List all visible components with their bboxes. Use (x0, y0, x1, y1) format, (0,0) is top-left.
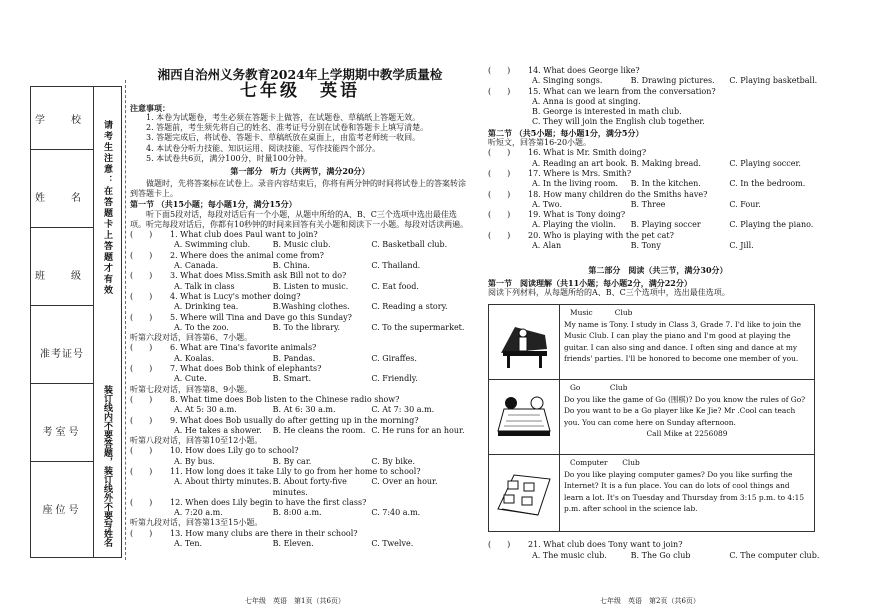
question-text: 21. What club does Tony want to join? (528, 540, 683, 550)
option-c: C. To the supermarket. (371, 322, 465, 332)
question (130, 364, 470, 374)
question-text: 12. When does Lily begin to have the first class? (170, 497, 367, 507)
question-text: 19. What is Tony doing? (528, 210, 626, 220)
question-text: 3. What does Miss.Smith ask Bill not to do? (170, 271, 347, 281)
option: C. They will join the English club together. (532, 117, 705, 127)
option-a: A. Reading an art book. (532, 158, 628, 168)
option-b: B. About forty-five minutes. (272, 477, 347, 497)
name-label: 姓 名 (31, 165, 93, 228)
question (130, 395, 470, 405)
question-text: 8. What time does Bob listen to the Chinese radio show? (170, 394, 400, 404)
answer-blank[interactable]: ( ) (130, 230, 153, 240)
question (488, 190, 828, 200)
option-b: B.Washing clothes. (272, 302, 350, 312)
part1-intro: 做题时，先将答案标在试卷上。录音内容结束后，你将有两分钟的时间将试卷上的答案转涂到答题卡上。 (130, 178, 466, 198)
option-c: C. Playing the piano. (729, 220, 814, 230)
passage-music (489, 305, 814, 380)
question-options (130, 539, 470, 549)
question-text: 14. What does George like? (528, 66, 640, 75)
passage-title: Go Club (570, 383, 628, 393)
option-a: A. Drinking tea. (174, 302, 239, 312)
notice-item: 2. 答题前，考生须先将自己的姓名、准考证号分别在试卷和答题卡上填写清楚。 (146, 123, 429, 133)
option-b: B. Making bread. (630, 158, 701, 168)
passage-body: Do you like the game of Go (围棋)? Do you know the rules of Go? Do you want to be a Go player like Ke Jie? Mr .Cool can teach you. You can come here on Sunday afternoon. (564, 394, 806, 427)
question (488, 148, 828, 158)
question (130, 271, 470, 281)
question (130, 467, 470, 477)
question-group-16-20 (488, 148, 828, 251)
answer-blank[interactable]: ( ) (488, 230, 511, 240)
option-c: C. Giraffes. (371, 353, 417, 363)
option-c: C. Friendly. (371, 374, 418, 384)
option-c: C. Basketball club. (371, 240, 448, 250)
question (130, 343, 470, 353)
question-21 (488, 540, 828, 561)
go-board-icon (489, 380, 560, 454)
question-15-options (488, 97, 828, 128)
option-b: B. The Go club (630, 550, 691, 560)
question-text: 6. What are Tina's favorite animals? (170, 343, 317, 353)
question-text: 2. Where does the animal come from? (170, 250, 324, 260)
question-options (488, 200, 828, 210)
binding-warning: 装订线内不要答题，装订线外不要写姓名 (102, 385, 112, 547)
section1-heading: 第一节 （共15小题；每小题1分，满分15分） (130, 199, 297, 210)
question-options (130, 354, 470, 364)
option-b: B. China. (272, 261, 310, 271)
question (488, 210, 828, 220)
question-options (130, 477, 470, 498)
option-b: B. Eleven. (272, 539, 314, 549)
passage-title: Computer Club (570, 458, 640, 468)
answer-blank[interactable]: ( ) (130, 528, 153, 538)
question-options (130, 374, 470, 384)
question-options (130, 323, 470, 333)
answer-blank[interactable]: ( ) (488, 66, 511, 75)
question-options (488, 220, 828, 230)
question-text: 10. How does Lily go to school? (170, 446, 299, 456)
option-b: B. Pandas. (272, 353, 316, 363)
section1-intro: 听下面5段对话，每段对话后有一个小题，从题中所给的A、B、C三个选项中选出最佳选项。听完每段对话后，你都有10秒钟的时间来回答有关小题和阅读下一小题。每段对话读两遍。 (130, 209, 469, 229)
notice-item: 3. 答题完成后，将试卷、答题卡、草稿纸放在桌面上，由监考老师统一收回。 (146, 133, 421, 143)
question-options (488, 159, 828, 169)
part2-intro: 阅读下列材料，从每题所给的A、B、C三个选项中，选出最佳选项。 (488, 287, 730, 297)
answer-blank[interactable]: ( ) (488, 540, 511, 550)
notice-item: 1. 本卷为试题卷，考生必须在答题卡上做答，在试题卷、草稿纸上答题无效。 (146, 112, 421, 122)
answer-blank[interactable]: ( ) (130, 312, 153, 322)
option-a: A. He takes a shower. (174, 425, 262, 435)
listen-instruction-9: 听第九段对话，回答第13至15小题。 (130, 518, 263, 528)
question-options (130, 282, 470, 292)
question (130, 446, 470, 456)
question (130, 313, 470, 323)
computer-icon (489, 455, 560, 531)
question-text: 20. Who is playing with the pet cat? (528, 230, 674, 240)
option-a: A. To the zoo. (174, 322, 229, 332)
passage-body: Do you like playing computer games? Do you like surfing the Internet? It is a fun place. You can do lots of cool things and learn a lot. It's on Tuesday and Thursday from 3:15 p.m. to 4:15 p.m. after school in the science lab. (564, 469, 805, 514)
question-options (130, 457, 470, 467)
listen-instruction-6: 听第六段对话，回答第6、7小题。 (130, 333, 253, 343)
answer-blank[interactable]: ( ) (130, 497, 153, 507)
question-text: 16. What is Mr. Smith doing? (528, 148, 647, 158)
passage-go (489, 380, 814, 455)
question-options (130, 302, 470, 312)
option-a: A. In the living room. (532, 179, 618, 189)
question-text: 1. What club does Paul want to join? (170, 230, 318, 240)
option-a: A. By bus. (174, 456, 215, 466)
question-15 (488, 87, 828, 97)
right-column (488, 66, 828, 561)
option-c: C. Jill. (729, 241, 754, 251)
question (130, 529, 470, 539)
answer-blank[interactable]: ( ) (488, 189, 511, 199)
option-c: C. Twelve. (371, 539, 414, 549)
option-a: A. Swimming club. (174, 240, 251, 250)
class-label: 班 级 (31, 243, 93, 306)
question-options (488, 179, 828, 189)
option-b: B. In the kitchen. (630, 179, 701, 189)
answer-blank[interactable]: ( ) (130, 415, 153, 425)
answer-blank[interactable]: ( ) (488, 168, 511, 178)
option-c: C. Playing basketball. (729, 76, 818, 86)
option-b: B. Smart. (272, 374, 312, 384)
option-c: C. He runs for an hour. (371, 425, 465, 435)
option: A. Anna is good at singing. (532, 96, 641, 106)
option-a: A. Koalas. (174, 353, 215, 363)
option-c: C. The computer club. (729, 550, 820, 560)
option-b: B. 8:00 a.m. (272, 508, 322, 518)
passage-contact: Call Mike at 2256089 (646, 429, 728, 439)
part2-section1-heading: 第一节 阅读理解（共11小题；每小题2分，满分22分） (488, 277, 692, 288)
piano-icon (489, 305, 560, 379)
exam-room-label: 考室号 (31, 399, 93, 462)
option-a: A. Singing songs. (532, 76, 603, 86)
option-c: C. By bike. (371, 456, 416, 466)
listen-instruction-8: 听第八段对话，回答第10至12小题。 (130, 436, 263, 446)
option-a: A. Alan (532, 241, 562, 251)
answer-blank[interactable]: ( ) (130, 291, 153, 301)
question (488, 169, 828, 179)
option-c: C. 7:40 a.m. (371, 508, 421, 518)
question-group-8-9 (130, 395, 470, 436)
option-a: A. 7:20 a.m. (174, 508, 223, 518)
option-a: A. Playing the violin. (532, 220, 616, 230)
option-b: B. He cleans the room. (272, 425, 366, 435)
option-b: B. Playing soccer (630, 220, 701, 230)
passage-title: Music Club (570, 308, 633, 318)
option-b: B. Drawing pictures. (630, 76, 715, 86)
question (130, 230, 470, 240)
strip-divider (93, 87, 94, 557)
notice-list (130, 113, 470, 164)
answer-blank[interactable]: ( ) (488, 86, 511, 96)
binding-note: 请考生注意：在答题卡上答题才有效 (102, 120, 112, 296)
question-options (488, 241, 828, 251)
option-b: B. Listen to music. (272, 281, 349, 291)
notice-item: 4. 本试卷分听力技能、知识运用、阅读技能、写作技能四个部分。 (146, 143, 381, 153)
option-c: C. Over an hour. (371, 477, 438, 487)
question-text: 17. Where is Mrs. Smith? (528, 168, 632, 178)
option-c: C. Eat food. (371, 281, 419, 291)
left-column (130, 66, 470, 549)
question (488, 66, 828, 76)
footer-page-2: 七年级 英语 第2页（共6页） (600, 597, 700, 605)
exam-title: 湘西自治州义务教育2024年上学期期中教学质量检 (157, 67, 443, 82)
part1-heading: 第一部分 听力（共两节，满分20分） (230, 166, 370, 177)
question-group-10-12 (130, 446, 470, 518)
question-options (130, 240, 470, 250)
seat-number-label: 座位号 (42, 504, 82, 516)
option-c: C. In the bedroom. (729, 179, 806, 189)
passage-computer (489, 455, 814, 531)
question-options (130, 508, 470, 518)
option-a: A. Talk in class (174, 281, 235, 291)
question-group-13 (130, 529, 470, 550)
question (130, 498, 470, 508)
exam-number-label: 准考证号 (31, 321, 93, 384)
answer-blank[interactable]: ( ) (130, 343, 153, 353)
question-group-6-7 (130, 343, 470, 384)
answer-blank[interactable]: ( ) (130, 446, 153, 456)
option-a: A. At 5: 30 a.m. (174, 405, 237, 415)
question-text: 7. What does Bob think of elephants? (170, 364, 322, 374)
question (130, 251, 470, 261)
question-group-1-5 (130, 230, 470, 333)
option-b: B. By car. (272, 456, 312, 466)
listen-instruction-7: 听第七段对话，回答第8、9小题。 (130, 384, 253, 394)
option-b: B. To the library. (272, 322, 341, 332)
option-b: B. Three (630, 199, 666, 209)
question-text: 11. How long does it take Lily to go from her home to school? (170, 466, 421, 476)
part2-heading: 第二部分 阅读（共三节，满分30分） (588, 265, 728, 276)
question-options (130, 261, 470, 271)
option-a: A. Cute. (174, 374, 207, 384)
question (488, 231, 828, 241)
question-text: 4. What is Lucy's mother doing? (170, 291, 301, 301)
exam-subtitle: 七年级 英语 (240, 81, 360, 102)
answer-blank[interactable]: ( ) (130, 250, 153, 260)
question-text: 13. How many clubs are there in their school? (170, 528, 358, 538)
answer-blank[interactable]: ( ) (130, 466, 153, 476)
option-a: A. Canada. (174, 261, 219, 271)
answer-blank[interactable]: ( ) (488, 210, 511, 220)
question (130, 416, 470, 426)
option-b: B. At 6: 30 a.m. (272, 405, 336, 415)
notice-item: 5. 本试卷共6页，满分100分，时量100分钟。 (146, 154, 312, 164)
option-c: C. Reading a story. (371, 302, 448, 312)
school-label: 学 校 (31, 87, 93, 150)
option-c: C. Four. (729, 199, 761, 209)
section2-intro: 听短文，回答第16-20小题。 (488, 138, 592, 148)
option-c: C. Playing soccer. (729, 158, 801, 168)
notice-heading: 注意事项： (130, 102, 170, 113)
option-b: B. Music club. (272, 240, 331, 250)
option-c: C. Thailand. (371, 261, 421, 271)
question-text: 15. What can we learn from the conversation? (528, 86, 716, 96)
option-a: A. The music club. (532, 550, 607, 560)
binding-cut-line (125, 80, 126, 560)
option-a: A. Two. (532, 199, 562, 209)
section2-heading: 第二节 （共5小题；每小题1分，满分5分） (488, 127, 644, 138)
answer-blank[interactable]: ( ) (488, 148, 511, 158)
answer-blank[interactable]: ( ) (130, 271, 153, 281)
question-options (130, 426, 470, 436)
question-text: 18. How many children do the Smiths have? (528, 189, 708, 199)
question (130, 292, 470, 302)
option-a: A. Ten. (174, 539, 203, 549)
option-c: C. At 7: 30 a.m. (371, 405, 435, 415)
footer-page-1: 七年级 英语 第1页（共6页） (245, 597, 345, 605)
question-options (130, 405, 470, 415)
answer-blank[interactable]: ( ) (130, 394, 153, 404)
option: B. George is interested in math club. (532, 107, 682, 117)
option-b: B. Tony (630, 241, 661, 251)
club-ads-table (488, 304, 815, 532)
question-text: 9. What does Bob usually do after getting up in the morning? (170, 415, 419, 425)
answer-blank[interactable]: ( ) (130, 364, 153, 374)
question-text: 5. Where will Tina and Dave go this Sunday? (170, 312, 352, 322)
question-options (488, 76, 828, 86)
option-a: A. About thirty minutes. (174, 477, 272, 487)
question-group-14 (488, 66, 828, 87)
passage-body: My name is Tony. I study in Class 3, Grade 7. I'd like to join the Music Club. I can play the piano and I'm good at playing the guitar. I can also sing and dance. I often sing and dance at my friends' parties. I'll be honored to become one member of you. (564, 319, 801, 364)
